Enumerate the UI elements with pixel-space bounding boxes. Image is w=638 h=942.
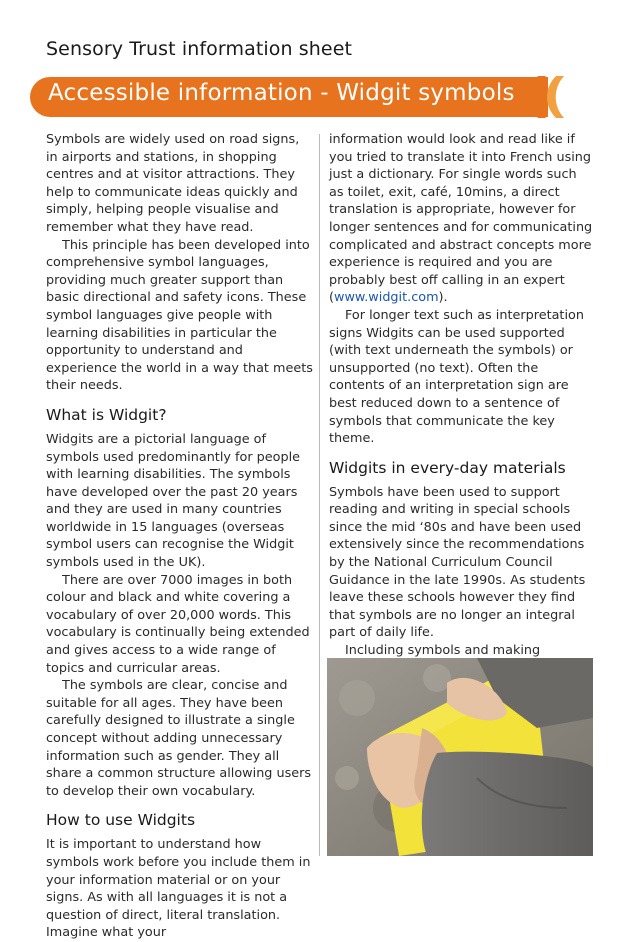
brand-brackets-icon	[526, 74, 580, 120]
everyday-materials-heading: Widgits in every-day materials	[329, 458, 566, 477]
hands-placing-symbol-photo	[327, 658, 593, 856]
what-is-widgit-heading: What is Widgit?	[46, 405, 167, 424]
document-header-title: Sensory Trust information sheet	[46, 38, 353, 60]
including-symbols-paragraph: Including symbols and making	[345, 643, 541, 659]
widgit-description-paragraph: Widgits are a pictorial language of symbols used predominantly for people with learning disabilities. The symbols have developed over the past 20 years and they are used in many countries worldwide in 15 languages (overseas symbol users can recognise the Widgit symbols used in the UK).	[46, 431, 301, 571]
longer-text-paragraph: For longer text such as interpretation signs Widgits can be used supported (with text underneath the symbols) or unsupported (no text). Often the contents of an interpretation sign are best reduced down to a sentence of symbols that communicate the key theme.	[329, 307, 584, 447]
intro-paragraph: Symbols are widely used on road signs, in airports and stations, in shopping centres and at visitor attractions. They help to communicate ideas quickly and simply, helping people visualise and remember what they have read.	[46, 132, 300, 235]
column-divider	[319, 134, 320, 856]
images-paragraph: There are over 7000 images in both colour and black and white covering a vocabulary of over 20,000 words. This vocabulary is continually being extended and gives access to a wide range of topics and curricular areas.	[46, 572, 310, 676]
translation-text-end: ).	[438, 290, 448, 306]
how-to-use-heading: How to use Widgits	[46, 811, 196, 830]
right-column	[329, 131, 595, 748]
left-column	[46, 131, 314, 942]
how-to-use-paragraph: It is important to understand how symbols work before you include them in your information material or on your signs. As with all languages it is not a question of direct, literal translation. Imagine what your	[46, 837, 311, 941]
principle-paragraph: This principle has been developed into comprehensive symbol languages, providing much greater support than basic directional and safety icons. These symbol languages give people with learning disabilities in particular the opportunity to understand and experience the world in a way that meets their needs.	[46, 237, 313, 394]
translation-paragraph	[329, 131, 595, 307]
widgit-website-link[interactable]: www.widgit.com	[334, 290, 439, 306]
banner-title: Accessible information - Widgit symbols	[48, 80, 515, 106]
translation-text: information would look and read like if you tried to translate it into French using just a dictionary. For single words such as toilet, exit, café, 10mins, a direct translation is appropriate, however for longer sentences and for communicating complicated and abstract concepts more experience is required and you are probably best off calling in an expert (	[329, 132, 593, 306]
schools-paragraph: Symbols have been used to support reading and writing in special schools since the mid ‘80s and have been used extensively since the recommendations by the National Curriculum Council Guidance in the late 1990s. As students leave these schools however they find that symbols are no longer an integral part of daily life.	[329, 484, 586, 641]
symbols-clear-paragraph: The symbols are clear, concise and suitable for all ages. They have been carefully designed to illustrate a single concept without adding unnecessary information such as gender. They all share a common structure allowing users to develop their own vocabulary.	[46, 678, 312, 799]
